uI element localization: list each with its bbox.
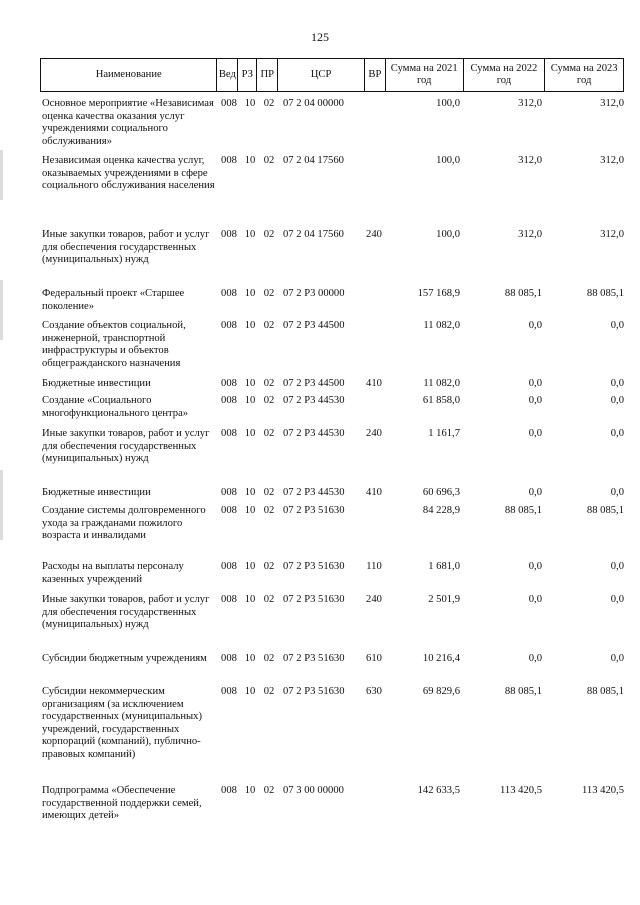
cell-ved: 008 xyxy=(221,428,237,439)
cell-s2021: 10 216,4 xyxy=(422,653,460,664)
cell-s2023: 0,0 xyxy=(610,653,624,664)
cell-name: Бюджетные инвестиции xyxy=(42,487,151,498)
cell-vr: 110 xyxy=(366,561,382,572)
cell-pr: 02 xyxy=(263,594,275,605)
cell-s2023: 0,0 xyxy=(610,487,624,498)
cell-rz: 10 xyxy=(244,505,256,516)
cell-pr: 02 xyxy=(263,428,275,439)
cell-pr: 02 xyxy=(263,288,275,299)
cell-rz: 10 xyxy=(244,785,256,796)
cell-s2023: 312,0 xyxy=(600,229,624,240)
cell-s2022: 312,0 xyxy=(518,155,542,166)
cell-vr: 240 xyxy=(366,428,382,439)
cell-rz: 10 xyxy=(244,561,256,572)
cell-pr: 02 xyxy=(263,98,275,109)
cell-s2021: 1 681,0 xyxy=(428,561,460,572)
cell-s2022: 0,0 xyxy=(528,428,542,439)
cell-rz: 10 xyxy=(244,395,256,406)
cell-name: Создание системы долговременного ухода за гражданами пожилого возраста и инвалидами xyxy=(42,505,206,542)
cell-rz: 10 xyxy=(244,155,256,166)
cell-rz: 10 xyxy=(244,378,256,389)
cell-csr: 07 2 P3 44530 xyxy=(283,487,345,498)
header-sum-2022: Сумма на 2022 год xyxy=(464,59,546,91)
cell-name: Федеральный проект «Старшее поколение» xyxy=(42,288,185,312)
cell-name: Иные закупки товаров, работ и услуг для обеспечения государственных (муниципальных) нужд xyxy=(42,428,210,465)
cell-rz: 10 xyxy=(244,594,256,605)
cell-s2023: 113 420,5 xyxy=(582,785,624,796)
cell-name: Основное мероприятие «Независимая оценка качества оказания услуг учреждениями социального обслуживания» xyxy=(42,98,214,147)
cell-ved: 008 xyxy=(221,98,237,109)
cell-vr: 240 xyxy=(366,594,382,605)
cell-name: Расходы на выплаты персоналу казенных учреждений xyxy=(42,561,184,585)
cell-s2023: 312,0 xyxy=(600,155,624,166)
cell-s2022: 0,0 xyxy=(528,653,542,664)
cell-s2023: 0,0 xyxy=(610,395,624,406)
cell-s2022: 0,0 xyxy=(528,320,542,331)
cell-pr: 02 xyxy=(263,561,275,572)
cell-s2023: 312,0 xyxy=(600,98,624,109)
cell-pr: 02 xyxy=(263,378,275,389)
cell-name: Подпрограмма «Обеспечение государственной поддержки семей, имеющих детей» xyxy=(42,785,202,822)
cell-s2023: 0,0 xyxy=(610,594,624,605)
cell-pr: 02 xyxy=(263,395,275,406)
cell-name: Бюджетные инвестиции xyxy=(42,378,151,389)
cell-vr: 410 xyxy=(366,487,382,498)
cell-pr: 02 xyxy=(263,653,275,664)
cell-csr: 07 2 P3 51630 xyxy=(283,653,345,664)
cell-ved: 008 xyxy=(221,395,237,406)
cell-pr: 02 xyxy=(263,785,275,796)
cell-s2022: 88 085,1 xyxy=(504,505,542,516)
header-sum-2023: Сумма на 2023 год xyxy=(550,63,618,86)
cell-ved: 008 xyxy=(221,653,237,664)
cell-csr: 07 2 P3 44530 xyxy=(283,395,345,406)
cell-s2023: 0,0 xyxy=(610,428,624,439)
cell-ved: 008 xyxy=(221,320,237,331)
cell-ved: 008 xyxy=(221,594,237,605)
header-pr: ПР xyxy=(257,59,278,91)
cell-s2021: 142 633,5 xyxy=(417,785,460,796)
cell-s2023: 0,0 xyxy=(610,320,624,331)
cell-csr: 07 2 P3 51630 xyxy=(283,505,345,516)
cell-vr: 240 xyxy=(366,229,382,240)
cell-s2021: 157 168,9 xyxy=(417,288,460,299)
cell-ved: 008 xyxy=(221,785,237,796)
cell-csr: 07 2 P3 44500 xyxy=(283,320,345,331)
cell-ved: 008 xyxy=(221,561,237,572)
cell-s2022: 0,0 xyxy=(528,487,542,498)
header-name: Наименование xyxy=(41,59,217,91)
cell-pr: 02 xyxy=(263,155,275,166)
scan-artifact xyxy=(0,280,3,340)
cell-rz: 10 xyxy=(244,98,256,109)
cell-s2021: 11 082,0 xyxy=(423,378,460,389)
cell-s2022: 312,0 xyxy=(518,229,542,240)
cell-csr: 07 2 P3 44530 xyxy=(283,428,345,439)
cell-csr: 07 3 00 00000 xyxy=(283,785,344,796)
cell-s2023: 0,0 xyxy=(610,378,624,389)
cell-s2022: 312,0 xyxy=(518,98,542,109)
cell-csr: 07 2 P3 51630 xyxy=(283,594,345,605)
cell-s2023: 88 085,1 xyxy=(586,505,624,516)
cell-s2021: 2 501,9 xyxy=(428,594,460,605)
cell-s2021: 100,0 xyxy=(436,229,460,240)
cell-s2021: 11 082,0 xyxy=(423,320,460,331)
cell-s2022: 0,0 xyxy=(528,594,542,605)
page-number: 125 xyxy=(311,30,329,44)
table-header xyxy=(40,58,624,92)
cell-s2023: 88 085,1 xyxy=(586,686,624,697)
header-sum-2021: Сумма на 2021 год xyxy=(386,59,464,91)
cell-ved: 008 xyxy=(221,229,237,240)
cell-ved: 008 xyxy=(221,487,237,498)
cell-ved: 008 xyxy=(221,155,237,166)
cell-pr: 02 xyxy=(263,229,275,240)
cell-s2022: 88 085,1 xyxy=(504,686,542,697)
cell-s2021: 84 228,9 xyxy=(422,505,460,516)
cell-ved: 008 xyxy=(221,686,237,697)
cell-rz: 10 xyxy=(244,686,256,697)
cell-csr: 07 2 04 17560 xyxy=(283,229,344,240)
cell-name: Субсидии бюджетным учреждениям xyxy=(42,653,207,664)
cell-name: Субсидии некоммерческим организациям (за исключением государственных (муниципальных) учреждений, государственных корпораций (компаний), публично-правовых компаний) xyxy=(42,686,202,760)
cell-name: Иные закупки товаров, работ и услуг для обеспечения государственных (муниципальных) нужд xyxy=(42,229,210,266)
cell-rz: 10 xyxy=(244,428,256,439)
cell-s2023: 0,0 xyxy=(610,561,624,572)
cell-vr: 610 xyxy=(366,653,382,664)
cell-csr: 07 2 P3 00000 xyxy=(283,288,345,299)
cell-name: Независимая оценка качества услуг, оказываемых учреждениями в сфере социального обслуживания населения xyxy=(42,155,215,192)
cell-ved: 008 xyxy=(221,288,237,299)
cell-pr: 02 xyxy=(263,686,275,697)
scan-artifact xyxy=(0,470,3,540)
cell-s2021: 100,0 xyxy=(436,98,460,109)
header-rz: РЗ xyxy=(238,59,257,91)
cell-s2023: 88 085,1 xyxy=(586,288,624,299)
header-ved: Вед xyxy=(217,59,238,91)
cell-s2021: 1 161,7 xyxy=(428,428,460,439)
cell-s2022: 0,0 xyxy=(528,395,542,406)
cell-csr: 07 2 P3 44500 xyxy=(283,378,345,389)
header-csr: ЦСР xyxy=(278,59,365,91)
scan-artifact xyxy=(0,150,3,200)
cell-rz: 10 xyxy=(244,320,256,331)
header-vr: ВР xyxy=(365,59,386,91)
cell-s2022: 88 085,1 xyxy=(504,288,542,299)
cell-pr: 02 xyxy=(263,320,275,331)
cell-ved: 008 xyxy=(221,505,237,516)
cell-pr: 02 xyxy=(263,505,275,516)
cell-ved: 008 xyxy=(221,378,237,389)
cell-name: Создание «Социального многофункционального центра» xyxy=(42,395,189,419)
cell-s2021: 69 829,6 xyxy=(422,686,460,697)
cell-s2022: 0,0 xyxy=(528,561,542,572)
cell-vr: 410 xyxy=(366,378,382,389)
cell-s2021: 61 858,0 xyxy=(422,395,460,406)
cell-rz: 10 xyxy=(244,653,256,664)
cell-name: Иные закупки товаров, работ и услуг для обеспечения государственных (муниципальных) нужд xyxy=(42,594,210,631)
cell-s2021: 60 696,3 xyxy=(422,487,460,498)
cell-csr: 07 2 P3 51630 xyxy=(283,686,345,697)
cell-rz: 10 xyxy=(244,229,256,240)
cell-rz: 10 xyxy=(244,288,256,299)
cell-s2022: 0,0 xyxy=(528,378,542,389)
cell-csr: 07 2 P3 51630 xyxy=(283,561,345,572)
cell-rz: 10 xyxy=(244,487,256,498)
cell-s2021: 100,0 xyxy=(436,155,460,166)
cell-name: Создание объектов социальной, инженерной, транспортной инфраструктуры и объектов общегражданского назначения xyxy=(42,320,186,369)
cell-csr: 07 2 04 00000 xyxy=(283,98,344,109)
cell-vr: 630 xyxy=(366,686,382,697)
cell-pr: 02 xyxy=(263,487,275,498)
cell-s2022: 113 420,5 xyxy=(500,785,542,796)
cell-csr: 07 2 04 17560 xyxy=(283,155,344,166)
